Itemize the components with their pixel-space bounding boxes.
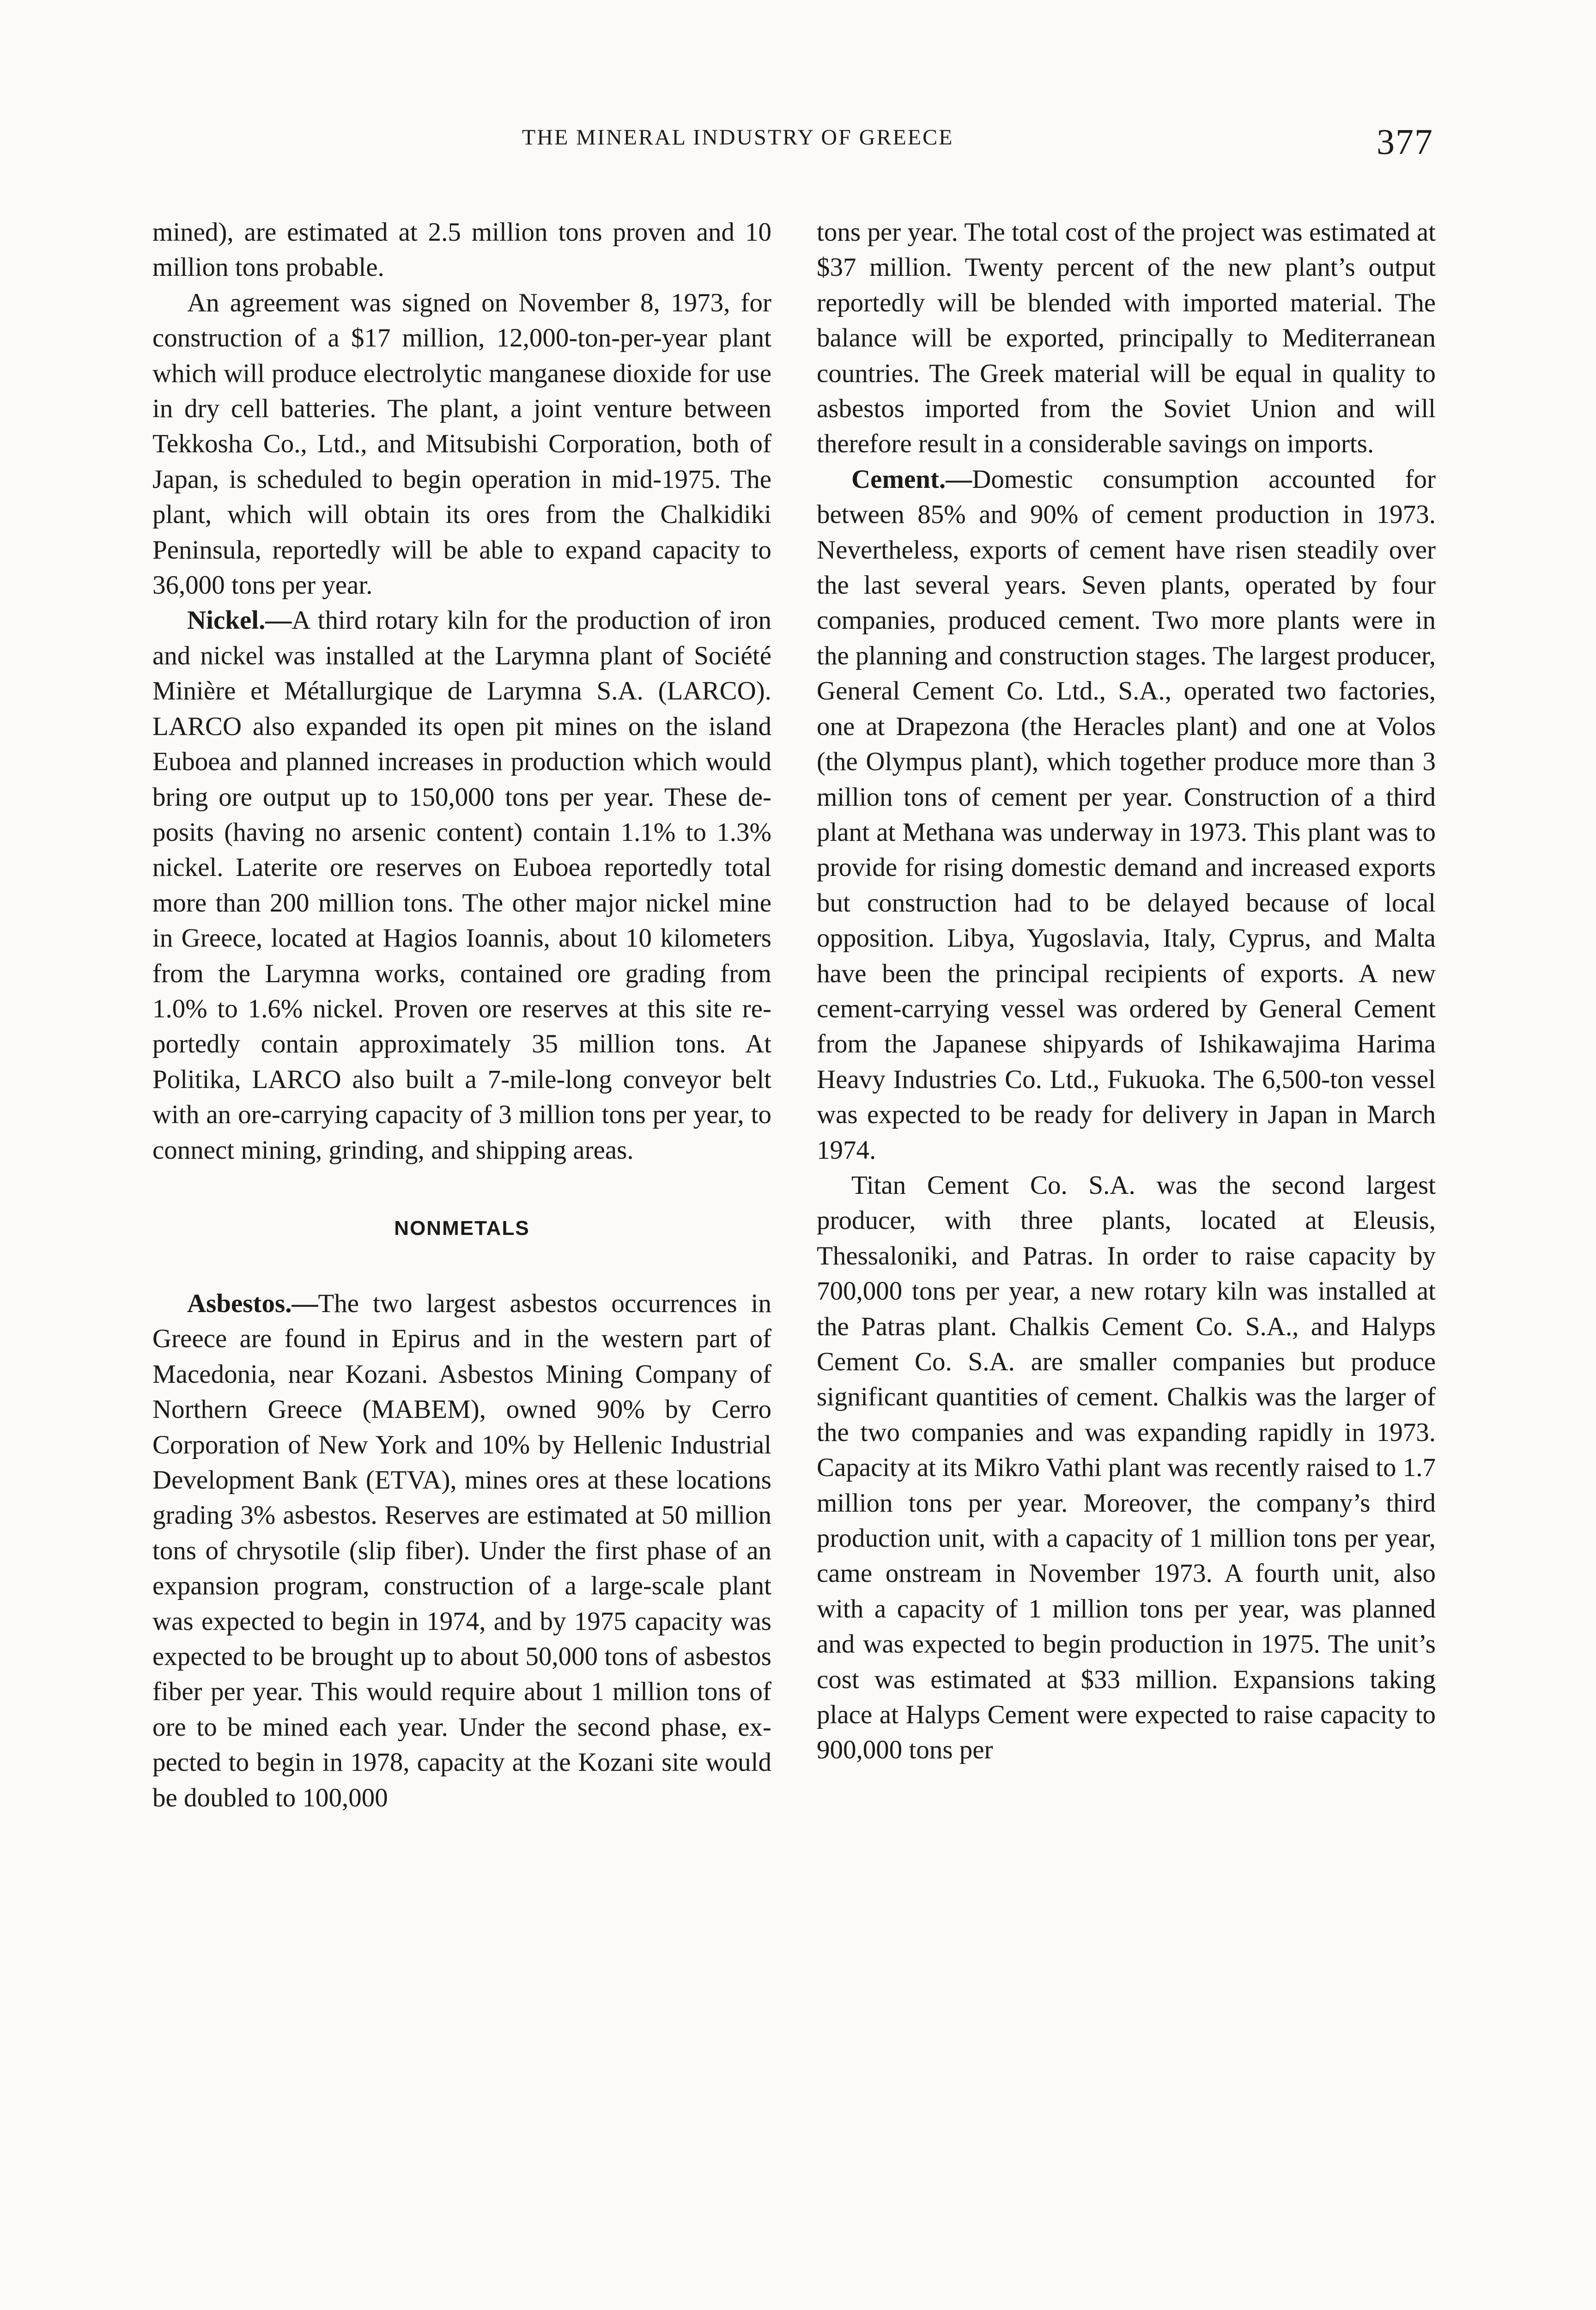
running-title: THE MINERAL INDUSTRY OF GREECE	[522, 125, 954, 150]
cement-text: Domestic consumption accounted for between 85% and 90% of cement production in 1973. Nevertheless, exports of cement have risen steadily over the last several years. Seven plants, operated by four companies, produced cement. Two more plants were in the planning and construction stages. The largest producer, General Cement Co. Ltd., S.A., operated two factories, one at Drapezona (the Heracles plant) and one at Volos (the Olympus plant), which together produce more than 3 million tons of cement per year. Construction of a third plant at Methana was underway in 1973. This plant was to provide for rising domestic demand and increased exports but construction had to be delayed because of local opposition. Libya, Yugoslavia, Italy, Cyprus, and Malta have been the principal recipients of exports. A new cement-carrying vessel was ordered by General Cement from the Japanese shipyards of Ishikawajima Harima Heavy Industries Co. Ltd., Fukuoka. The 6,500-ton vessel was expected to be ready for delivery in Japan in March 1974.	[817, 464, 1436, 1165]
paragraph-manganese-plant: An agreement was signed on November 8, 1973, for construction of a $17 million, 12,000-ton-per-year plant which will produce electrolytic manganese dioxide for use in dry cell batteries. The plant, a joint venture between Tekkosha Co., Ltd., and Mitsubishi Corporation, both of Japan, is scheduled to begin operation in mid-1975. The plant, which will obtain its ores from the Chalkidiki Peninsula, reportedly will be able to expand capacity to 36,000 tons per year.	[152, 288, 771, 600]
page-header	[0, 121, 1596, 163]
paragraph-titan-cement: Titan Cement Co. S.A. was the second largest producer, with three plants, located at Eleusis, Thessaloniki, and Patras. In order to raise capacity by 700,000 tons per year, a new rotary kiln was installed at the Patras plant. Chalkis Cement Co. S.A., and Halyps Cement Co. S.A. are smaller companies but produce significant quantities of cement. Chalkis was the larger of the two companies and was expanding rapidly in 1973. Capacity at its Mikro Vathi plant was recently raised to 1.7 million tons per year. Moreover, the company’s third production unit, with a capacity of 1 million tons per year, came onstream in November 1973. A fourth unit, also with a capacity of 1 million tons per year, was planned and was expected to begin production in 1975. The unit’s cost was estimated at $33 million. Expansions taking place at Halyps Cement were expected to raise capacity to 900,000 tons per	[817, 1170, 1436, 1765]
left-column	[152, 215, 771, 1816]
nickel-text: A third rotary kiln for the production of iron and nickel was installed at the Larymna plant of Société Minière et Métallurgique de Larymna S.A. (LARCO). LARCO also expanded its open pit mines on the island Euboea and planned increases in production which would bring ore output up to 150,000 tons per year. These deposits (having no arsenic content) contain 1.1% to 1.3% nickel. Laterite ore reserves on Euboea reportedly total more than 200 million tons. The other major nickel mine in Greece, located at Hagios Ioannis, about 10 kilometers from the Larymna works, contained ore grading from 1.0% to 1.6% nickel. Proven ore reserves at this site reportedly contain approximately 35 million tons. At Politika, LARCO also built a 7-mile-long conveyor belt with an ore-carrying capacity of 3 million tons per year, to connect mining, grinding, and shipping areas.	[152, 606, 771, 1165]
right-column	[817, 215, 1436, 1768]
paragraph-cement	[817, 462, 1436, 1168]
paragraph-asbestos-continued: tons per year. The total cost of the project was estimated at $37 million. Twenty percent of the new plant’s output reportedly will be blended with imported material. The balance will be exported, principally to Mediterranean countries. The Greek material will be equal in quality to asbestos imported from the Soviet Union and will therefore result in a considerable savings on imports.	[817, 218, 1436, 459]
cement-subheading: Cement.—	[851, 464, 972, 494]
asbestos-text: The two largest asbestos occurrences in Greece are found in Epirus and in the western part of Macedonia, near Kozani. Asbestos Mining Company of Northern Greece (MABEM), owned 90% by Cerro Corporation of New York and 10% by Hellenic Industrial Development Bank (ETVA), mines ores at these locations grading 3% asbestos. Reserves are estimated at 50 million tons of chrysotile (slip fiber). Under the first phase of an expansion program, construction of a large-scale plant was expected to begin in 1974, and by 1975 capacity was expected to be brought up to about 50,000 tons of asbestos fiber per year. This would require about 1 million tons of ore to be mined each year. Under the second phase, expected to begin in 1978, capacity at the Kozani site would be doubled to 100,000	[152, 1289, 771, 1812]
asbestos-subheading: Asbestos.—	[187, 1289, 318, 1318]
paragraph-nickel	[152, 603, 771, 1168]
nickel-subheading: Nickel.—	[187, 606, 292, 635]
paragraph-asbestos	[152, 1286, 771, 1816]
section-heading-nonmetals: NONMETALS	[394, 1216, 530, 1240]
page-number: 377	[1377, 122, 1433, 162]
paragraph-manganese-reserves: mined), are estimated at 2.5 million tons proven and 10 million tons probable.	[152, 218, 771, 282]
